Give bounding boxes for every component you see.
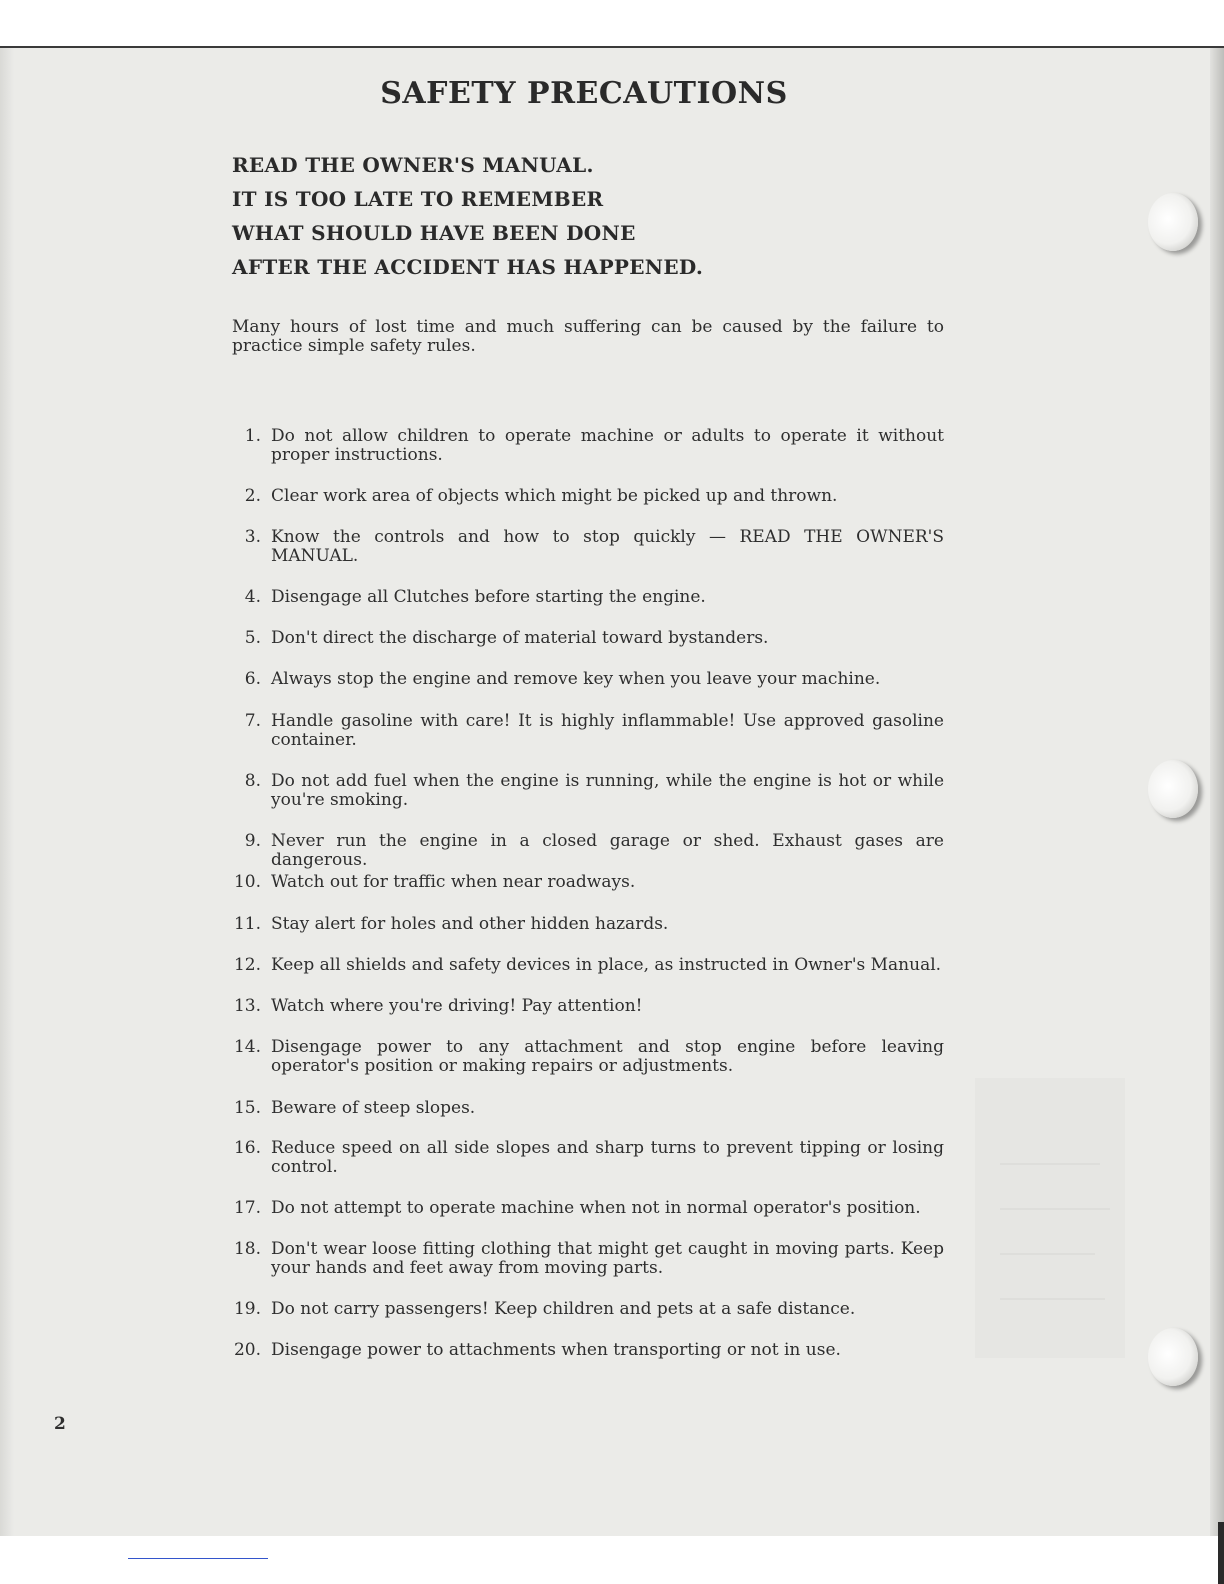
rule-text: Disengage all Clutches before starting the engine.	[271, 587, 706, 607]
rule-number: 14.	[233, 1037, 261, 1057]
rule-number: 9.	[244, 831, 261, 851]
rule-number: 1.	[244, 426, 261, 446]
rule-text: Do not add fuel when the engine is running, while the engine is hot or while you're smoking.	[271, 771, 944, 810]
bleed-through-line	[1000, 1253, 1095, 1255]
rule-text: Handle gasoline with care! It is highly inflammable! Use approved gasoline container.	[271, 711, 944, 750]
rule-number: 3.	[244, 527, 261, 547]
page-number: 2	[54, 1414, 66, 1434]
rule-text: Stay alert for holes and other hidden hazards.	[271, 914, 669, 934]
rule-number: 11.	[233, 914, 261, 934]
rule-number: 16.	[233, 1138, 261, 1158]
rule-number: 15.	[233, 1098, 261, 1118]
rule-text: Don't wear loose fitting clothing that might get caught in moving parts. Keep your hands and feet away from moving parts.	[271, 1239, 944, 1278]
rule-text: Reduce speed on all side slopes and sharp turns to prevent tipping or losing control.	[271, 1138, 944, 1177]
rule-number: 12.	[233, 955, 261, 975]
rule-number: 18.	[233, 1239, 261, 1259]
rule-number: 10.	[233, 872, 261, 892]
rule-number: 19.	[233, 1299, 261, 1319]
page-title: SAFETY PRECAUTIONS	[380, 76, 788, 111]
bleed-through-panel	[975, 1078, 1125, 1358]
warning-line: WHAT SHOULD HAVE BEEN DONE	[232, 221, 636, 245]
rule-text: Disengage power to attachments when transporting or not in use.	[271, 1340, 841, 1360]
rule-text: Never run the engine in a closed garage or shed. Exhaust gases are dangerous.	[271, 831, 944, 870]
rule-number: 7.	[244, 711, 261, 731]
rule-text: Do not carry passengers! Keep children and pets at a safe distance.	[271, 1299, 856, 1319]
rule-number: 8.	[244, 771, 261, 791]
rule-text: Always stop the engine and remove key when you leave your machine.	[271, 669, 881, 689]
rule-text: Do not attempt to operate machine when not in normal operator's position.	[271, 1198, 921, 1218]
rule-text: Watch where you're driving! Pay attention!	[271, 996, 643, 1016]
rule-text: Do not allow children to operate machine or adults to operate it without proper instructions.	[271, 426, 944, 465]
rule-text: Watch out for traffic when near roadways.	[271, 872, 636, 892]
warning-line: AFTER THE ACCIDENT HAS HAPPENED.	[232, 255, 704, 279]
rule-text: Clear work area of objects which might be picked up and thrown.	[271, 486, 838, 506]
warning-line: READ THE OWNER'S MANUAL.	[232, 153, 594, 177]
rule-text: Know the controls and how to stop quickly — READ THE OWNER'S MANUAL.	[271, 527, 944, 566]
bottom-underline	[128, 1558, 268, 1559]
scan-edge-bar	[1218, 1522, 1224, 1584]
rule-number: 2.	[244, 486, 261, 506]
rule-text: Disengage power to any attachment and stop engine before leaving operator's position or making repairs or adjustments.	[271, 1037, 944, 1076]
intro-paragraph: Many hours of lost time and much suffering can be caused by the failure to practice simple safety rules.	[232, 317, 944, 356]
rule-number: 5.	[244, 628, 261, 648]
rule-number: 20.	[233, 1340, 261, 1360]
rule-number: 13.	[233, 996, 261, 1016]
bleed-through-line	[1000, 1163, 1100, 1165]
warning-block	[232, 148, 703, 284]
warning-line: IT IS TOO LATE TO REMEMBER	[232, 187, 604, 211]
rule-text: Keep all shields and safety devices in place, as instructed in Owner's Manual.	[271, 955, 942, 975]
punch-hole-icon	[1148, 193, 1198, 251]
rule-number: 6.	[244, 669, 261, 689]
rule-text: Don't direct the discharge of material toward bystanders.	[271, 628, 769, 648]
rule-number: 4.	[244, 587, 261, 607]
page-right-edge	[1210, 48, 1224, 1536]
rule-text: Beware of steep slopes.	[271, 1098, 476, 1118]
bleed-through-line	[1000, 1208, 1110, 1210]
punch-hole-icon	[1148, 1328, 1198, 1386]
rule-number: 17.	[233, 1198, 261, 1218]
bleed-through-line	[1000, 1298, 1105, 1300]
punch-hole-icon	[1148, 760, 1198, 818]
page-left-edge	[0, 48, 14, 1536]
